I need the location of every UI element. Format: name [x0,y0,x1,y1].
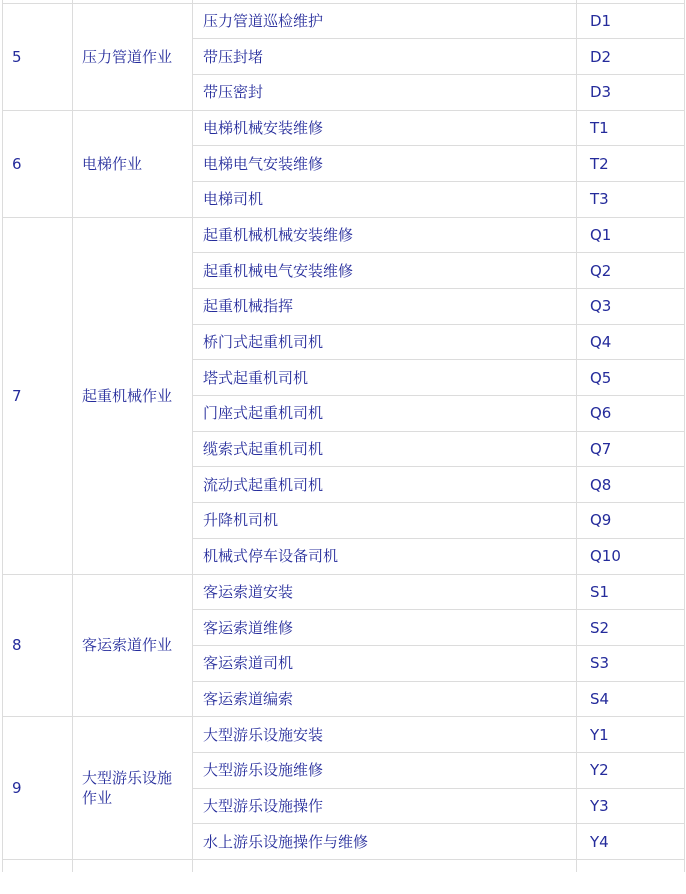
item-name-cell: 桥门式起重机司机 [193,324,577,360]
item-code-cell: S4 [577,681,685,717]
item-code-cell: T2 [577,146,685,182]
item-name-cell: 带压封堵 [193,39,577,75]
item-name-cell: 升降机司机 [193,503,577,539]
item-code-cell: D3 [577,74,685,110]
item-code-cell: Q9 [577,503,685,539]
item-code-cell: Y2 [577,752,685,788]
row-number-cell: 6 [3,110,73,217]
category-cell: 起重机械作业 [73,217,193,574]
row-number-cell: 8 [3,574,73,717]
item-code-cell: S1 [577,574,685,610]
item-code-cell: Y1 [577,717,685,753]
table-row [3,217,685,253]
item-name-cell: 压力管道巡检维护 [193,3,577,39]
item-name-cell: 客运索道司机 [193,645,577,681]
item-name-cell: 缆索式起重机司机 [193,431,577,467]
item-code-cell: Q7 [577,431,685,467]
item-name-cell: 客运索道安装 [193,574,577,610]
item-code-cell: Q3 [577,289,685,325]
table-row [3,574,685,610]
category-cell: 压力管道作业 [73,3,193,110]
partial-row-bottom-cell-4 [577,860,685,872]
item-code-cell: D1 [577,3,685,39]
item-name-cell: 大型游乐设施操作 [193,788,577,824]
item-name-cell: 电梯机械安装维修 [193,110,577,146]
partial-row-bottom-cell-1 [3,860,73,872]
item-code-cell: Q8 [577,467,685,503]
item-name-cell: 带压密封 [193,74,577,110]
partial-row-bottom [3,860,685,872]
table-row [3,717,685,753]
item-code-cell: T1 [577,110,685,146]
item-code-cell: S2 [577,610,685,646]
item-name-cell: 水上游乐设施操作与维修 [193,824,577,860]
row-number-cell: 7 [3,217,73,574]
item-name-cell: 大型游乐设施维修 [193,752,577,788]
item-name-cell: 塔式起重机司机 [193,360,577,396]
item-code-cell: D2 [577,39,685,75]
table-row [3,3,685,39]
category-cell: 电梯作业 [73,110,193,217]
category-cell: 大型游乐设施作业 [73,717,193,860]
item-name-cell: 起重机械机械安装维修 [193,217,577,253]
item-code-cell: Q6 [577,396,685,432]
item-name-cell: 起重机械指挥 [193,289,577,325]
category-cell: 客运索道作业 [73,574,193,717]
item-name-cell: 流动式起重机司机 [193,467,577,503]
item-name-cell: 机械式停车设备司机 [193,538,577,574]
item-code-cell: Q1 [577,217,685,253]
item-name-cell: 客运索道维修 [193,610,577,646]
special-equipment-operations-table [2,0,685,872]
item-code-cell: Q4 [577,324,685,360]
item-name-cell: 门座式起重机司机 [193,396,577,432]
partial-row-bottom-cell-3 [193,860,577,872]
row-number-cell: 5 [3,3,73,110]
item-name-cell: 大型游乐设施安装 [193,717,577,753]
row-number-cell: 9 [3,717,73,860]
item-code-cell: Q10 [577,538,685,574]
item-code-cell: Y3 [577,788,685,824]
item-code-cell: S3 [577,645,685,681]
item-name-cell: 电梯司机 [193,181,577,217]
item-code-cell: Q5 [577,360,685,396]
item-code-cell: Y4 [577,824,685,860]
item-code-cell: Q2 [577,253,685,289]
item-name-cell: 电梯电气安装维修 [193,146,577,182]
partial-row-bottom-cell-2 [73,860,193,872]
item-name-cell: 起重机械电气安装维修 [193,253,577,289]
table-body [3,0,685,872]
table-row [3,110,685,146]
item-code-cell: T3 [577,181,685,217]
item-name-cell: 客运索道编索 [193,681,577,717]
